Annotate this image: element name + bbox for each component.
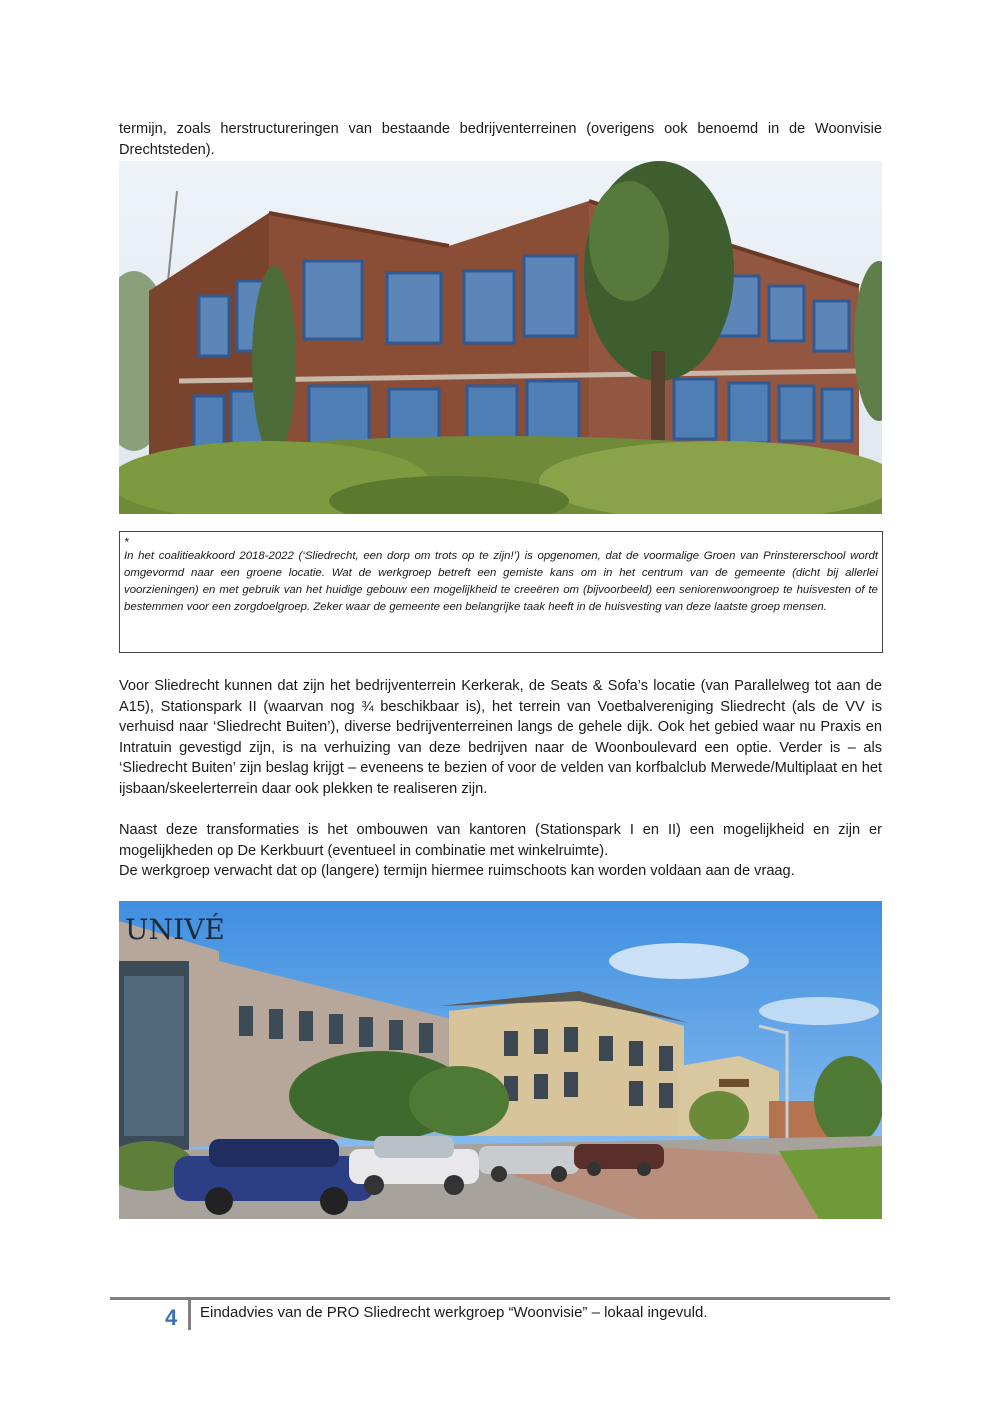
footer-separator bbox=[188, 1300, 191, 1330]
intro-paragraph: termijn, zoals herstructureringen van bestaande bedrijventerreinen (overigens ook benoemd in de Woonvisie Drechtsteden). bbox=[119, 121, 882, 158]
paragraph-transformations: Naast deze transformaties is het ombouwen van kantoren (Stationspark I en II) een mogelijkheid en zijn er mogelijkheden op De Kerkbuurt (eventueel in combinatie met winkelruimte). bbox=[119, 822, 882, 859]
paragraph-locations: Voor Sliedrecht kunnen dat zijn het bedrijventerrein Kerkerak, de Seats & Sofa’s locatie (van Parallelweg tot aan de A15), Stationspark II (waarvan nog ¾ beschikbaar is), het terrein van Voetbalvereniging Sliedrecht (als de VV is verhuisd naar ‘Sliedrecht Buiten’), diverse bedrijventerreinen langs de gehele dijk. Ook het gebied waar nu Praxis en Intratuin gevestigd zijn, is na verhuizing van deze bedrijven naar de Woonboulevard een optie. Verder is – als ‘Sliedrecht Buiten’ zijn beslag krijgt – eveneens te bezien of voor de velden van korfbalclub Merwede/Multiplaat en het ijsbaan/skeelerterrein daar ook plekken te realiseren zijn. bbox=[119, 678, 882, 797]
page-number: 4 bbox=[165, 1305, 178, 1330]
school-building-photo bbox=[119, 161, 882, 514]
footer-rule bbox=[110, 1297, 890, 1300]
unive-sign: UNIVÉ bbox=[125, 913, 225, 946]
note-marker: * bbox=[124, 535, 129, 549]
office-buildings-photo bbox=[119, 901, 882, 1219]
note-box bbox=[119, 531, 883, 653]
footer-text: Eindadvies van de PRO Sliedrecht werkgroep “Woonvisie” – lokaal ingevuld. bbox=[200, 1304, 708, 1321]
paragraph-conclusion: De werkgroep verwacht dat op (langere) termijn hiermee ruimschoots kan worden voldaan aan de vraag. bbox=[119, 863, 795, 879]
note-text: In het coalitieakkoord 2018-2022 (‘Sliedrecht, een dorp om trots op te zijn!’) is opgenomen, dat de voormalige Groen van Prinstererschool wordt omgevormd naar een groene locatie. Wat de werkgroep betreft een gemiste kans om in het centrum van de gemeente (dicht bij allerlei voorzieningen) en met gebruik van het huidige gebouw een mogelijkheid te creeëren om (bijvoorbeeld) een seniorenwoongroep te huisvesten of te bestemmen voor een zorgdoelgroep. Zeker waar de gemeente een belangrijke taak heeft in de huisvesting van deze laatste groep mensen. bbox=[124, 550, 878, 613]
